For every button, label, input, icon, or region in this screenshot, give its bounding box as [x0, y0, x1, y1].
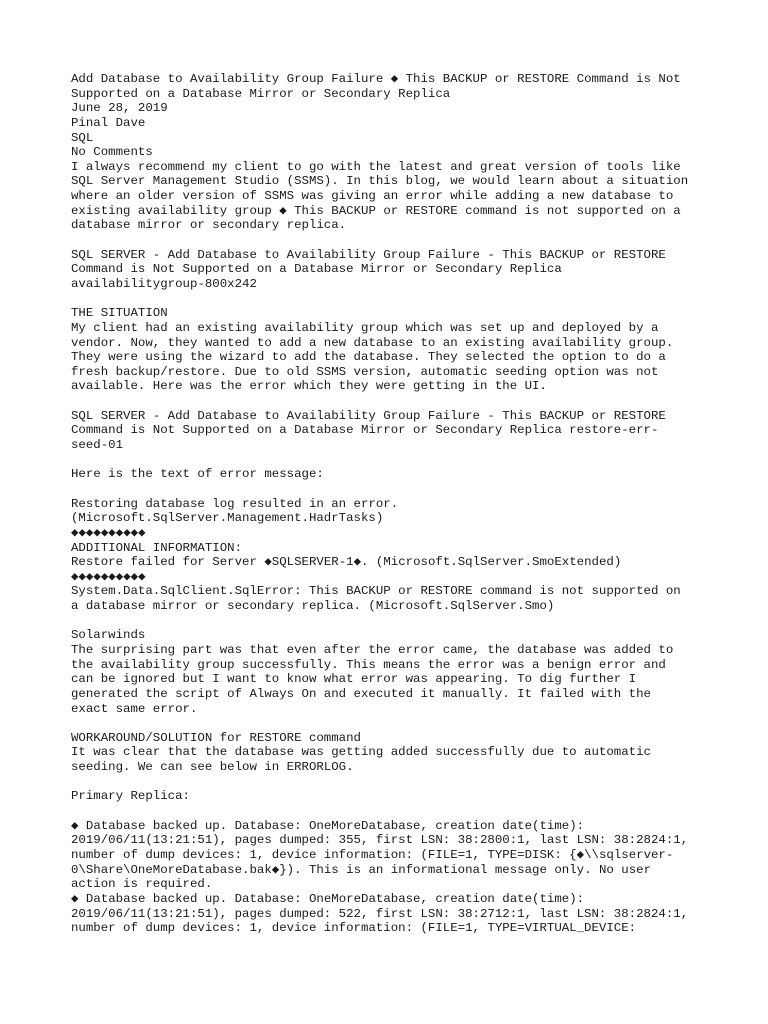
situation-heading: THE SITUATION — [71, 306, 168, 321]
post-date: June 28, 2019 — [71, 101, 168, 116]
document-page — [71, 72, 711, 936]
error-line: (Microsoft.SqlServer.Management.HadrTasks) — [71, 511, 384, 526]
paragraph-line: the availability group successfully. This means the error was a benign error and — [71, 657, 666, 672]
log-line: number of dump devices: 1, device information: (FILE=1, TYPE=VIRTUAL_DEVICE: — [71, 921, 637, 936]
log-line: action is required. — [71, 877, 213, 892]
paragraph-line: available. Here was the error which they were getting in the UI. — [71, 379, 547, 394]
title-line: Add Database to Availability Group Failure ◆ This BACKUP or RESTORE Command is Not — [71, 72, 681, 86]
paragraph-line: vendor. Now, they wanted to add a new database to an existing availability group. — [71, 335, 674, 350]
paragraph-line: They were using the wizard to add the database. They selected the option to do a — [71, 350, 666, 365]
error-line: a database mirror or secondary replica. (Microsoft.SqlServer.Smo) — [71, 599, 555, 614]
post-author: Pinal Dave — [71, 115, 146, 130]
situation-paragraph — [71, 321, 711, 394]
paragraph-line: I always recommend my client to go with the latest and great version of tools like — [71, 159, 681, 174]
comments-count: No Comments — [71, 145, 153, 160]
paragraph-line: It was clear that the database was getting added successfully due to automatic — [71, 745, 651, 760]
surprising-paragraph — [71, 643, 711, 716]
paragraph-line: database mirror or secondary replica. — [71, 218, 347, 233]
error-line: System.Data.SqlClient.SqlError: This BACKUP or RESTORE command is not supported on — [71, 584, 681, 599]
log-line: 2019/06/11(13:21:51), pages dumped: 355, first LSN: 38:2800:1, last LSN: 38:2824:1, — [71, 833, 689, 848]
image-caption — [71, 248, 711, 292]
paragraph-line: generated the script of Always On and executed it manually. It failed with the — [71, 686, 651, 701]
caption-line: Command is Not Supported on a Database Mirror or Secondary Replica — [71, 262, 562, 277]
paragraph-line: exact same error. — [71, 701, 198, 716]
title-line: Supported on a Database Mirror or Secondary Replica — [71, 86, 451, 101]
paragraph-line: SQL Server Management Studio (SSMS). In this blog, we would learn about a situation — [71, 174, 689, 189]
post-category: SQL — [71, 130, 94, 145]
paragraph-line: seeding. We can see below in ERRORLOG. — [71, 760, 354, 775]
paragraph-line: where an older version of SSMS was giving an error while adding a new database to — [71, 189, 674, 204]
paragraph-line: can be ignored but I want to know what error was appearing. To dig further I — [71, 672, 637, 687]
caption-line: Command is Not Supported on a Database Mirror or Secondary Replica restore-err- — [71, 423, 659, 438]
error-message-block — [71, 497, 711, 614]
log-line: ◆ Database backed up. Database: OneMoreDatabase, creation date(time): — [71, 891, 585, 906]
paragraph-line: fresh backup/restore. Due to old SSMS version, automatic seeding option was not — [71, 364, 659, 379]
workaround-paragraph — [71, 745, 711, 774]
error-intro: Here is the text of error message: — [71, 467, 324, 482]
caption-line: availabilitygroup-800x242 — [71, 276, 257, 291]
error-line: ◆◆◆◆◆◆◆◆◆◆ — [71, 569, 146, 584]
errorlog-entries — [71, 819, 711, 936]
paragraph-line: The surprising part was that even after the error came, the database was added to — [71, 642, 674, 657]
intro-paragraph — [71, 160, 711, 233]
log-line: 2019/06/11(13:21:51), pages dumped: 522, first LSN: 38:2712:1, last LSN: 38:2824:1, — [71, 906, 689, 921]
log-line: number of dump devices: 1, device information: (FILE=1, TYPE=DISK: {◆\\sqlserver- — [71, 847, 674, 862]
error-line: Restore failed for Server ◆SQLSERVER-1◆. (Microsoft.SqlServer.SmoExtended) — [71, 555, 622, 570]
error-line: Restoring database log resulted in an error. — [71, 496, 399, 511]
paragraph-line: existing availability group ◆ This BACKUP or RESTORE command is not supported on a — [71, 203, 681, 218]
caption-line: SQL SERVER - Add Database to Availability Group Failure - This BACKUP or RESTORE — [71, 408, 666, 423]
paragraph-line: My client had an existing availability group which was set up and deployed by a — [71, 320, 659, 335]
sponsor-label: Solarwinds — [71, 628, 146, 643]
error-line: ◆◆◆◆◆◆◆◆◆◆ — [71, 525, 146, 540]
workaround-heading: WORKAROUND/SOLUTION for RESTORE command — [71, 730, 361, 745]
caption-line: SQL SERVER - Add Database to Availability Group Failure - This BACKUP or RESTORE — [71, 247, 666, 262]
log-line: ◆ Database backed up. Database: OneMoreDatabase, creation date(time): — [71, 818, 585, 833]
caption-line: seed-01 — [71, 438, 124, 453]
error-line: ADDITIONAL INFORMATION: — [71, 540, 243, 555]
primary-replica-heading: Primary Replica: — [71, 789, 190, 804]
image-caption — [71, 409, 711, 453]
log-line: 0\Share\OneMoreDatabase.bak◆}). This is an informational message only. No user — [71, 862, 652, 877]
